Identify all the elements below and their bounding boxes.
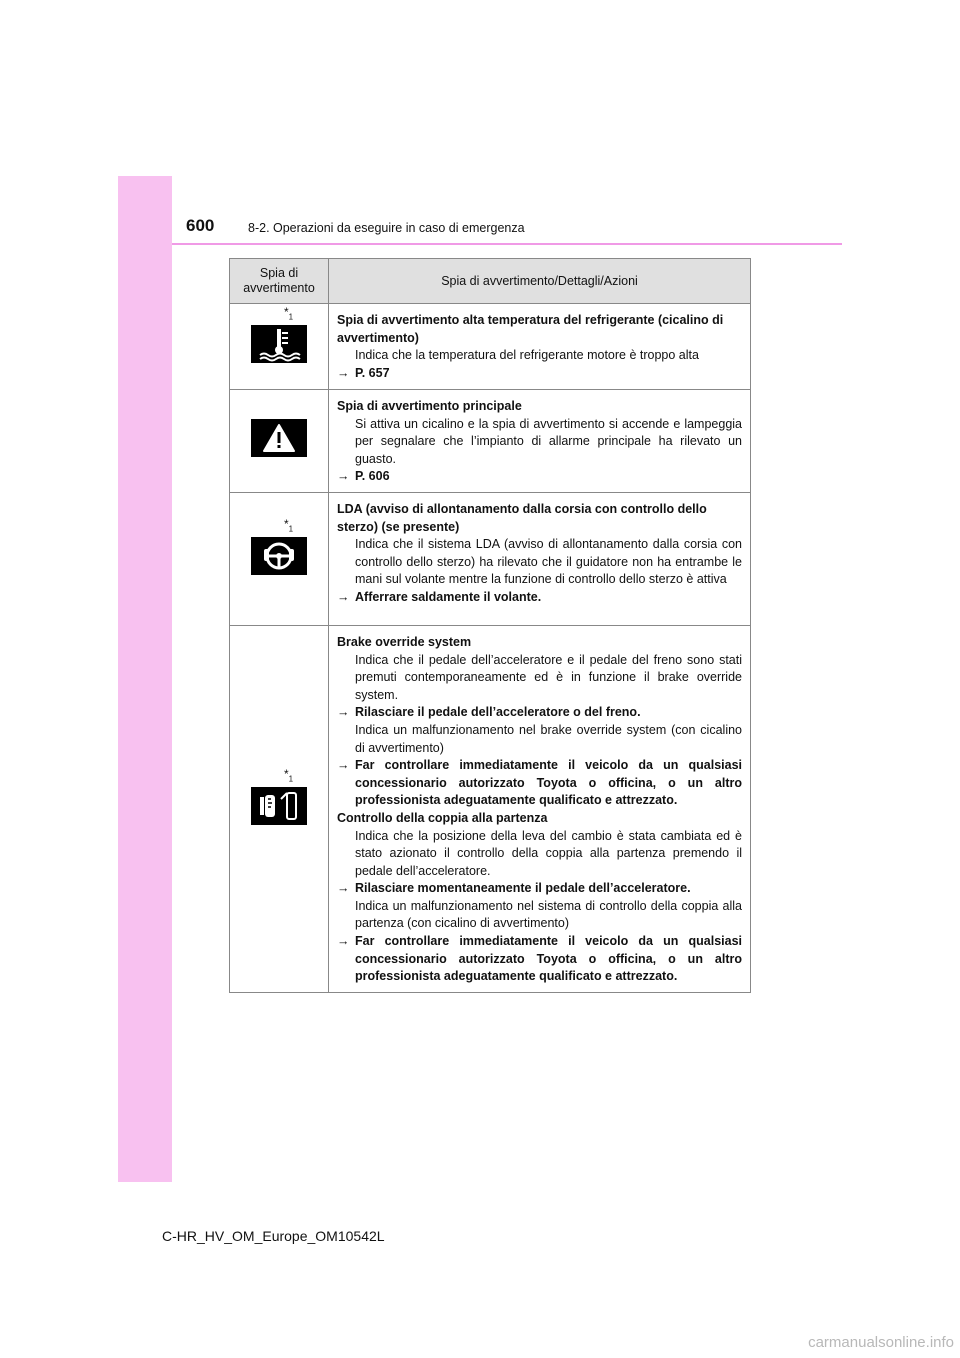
row-text: Indica che la posizione della leva del cambio è stata cambiata ed è stato azionato il controllo della coppia alla partenza premendo il pedale dell’acceleratore. — [355, 828, 742, 878]
icon-cell — [230, 625, 329, 992]
row-action: → P. 606 — [337, 468, 742, 486]
row-title: LDA (avviso di allontanamento dalla corsia con controllo dello sterzo) (se presente) — [337, 501, 707, 534]
row-action: → Afferrare saldamente il volante. — [337, 589, 742, 607]
footnote-marker: $*_1$ — [284, 767, 294, 784]
row-text: Indica che il sistema LDA (avviso di allontanamento dalla corsia con controllo dello sterzo) ha rilevato che il guidatore non ha entrambe le mani sul volante mentre la funzione di controllo dello sterzo è attiva — [355, 537, 742, 587]
icon-cell — [230, 492, 329, 625]
header-rule — [172, 243, 842, 245]
row-action: → P. 657 — [337, 365, 742, 383]
table-row — [230, 492, 751, 625]
table-row — [230, 304, 751, 390]
watermark: carmanualsonline.info — [808, 1334, 954, 1351]
chapter-title: 8-2. Operazioni da eseguire in caso di emergenza — [248, 221, 525, 235]
row-text: Indica un malfunzionamento nel brake override system (con cicalino di avvertimento) — [355, 722, 742, 755]
description-cell — [329, 625, 751, 992]
row-text: Si attiva un cicalino e la spia di avvertimento si accende e lampeggia per segnalare che l’impianto di allarme principale ha rilevato un guasto. — [355, 416, 742, 466]
row-text: Indica che la temperatura del refrigerante motore è troppo alta — [355, 348, 699, 363]
icon-cell — [230, 304, 329, 390]
arrow-icon: → — [337, 934, 350, 949]
row-action: → Rilasciare momentaneamente il pedale dell’acceleratore. — [337, 880, 742, 898]
icon-wrap — [249, 419, 309, 457]
brake-override-pedal-icon — [251, 787, 307, 825]
row-action: → Far controllare immediatamente il veicolo da un qualsiasi concessionario autorizzato Toyota o officina, o un altro professionista adeguatamente qualificato e attrezzato. — [337, 934, 742, 984]
document-code: C-HR_HV_OM_Europe_OM10542L — [162, 1228, 385, 1244]
icon-wrap — [249, 767, 309, 825]
icon-wrap — [249, 517, 309, 575]
arrow-icon: → — [337, 469, 350, 484]
warning-light-table — [229, 258, 751, 993]
description-cell — [329, 492, 751, 625]
row-subtitle: Controllo della coppia alla partenza — [337, 810, 548, 825]
row-text: Indica che il pedale dell’acceleratore e il pedale del freno sono stati premuti contemporaneamente ed è in funzione il brake override system. — [355, 652, 742, 702]
table-header-row — [230, 259, 751, 304]
arrow-icon: → — [337, 365, 350, 380]
page-number: 600 — [186, 216, 215, 235]
arrow-icon: → — [337, 758, 350, 773]
row-action: → Rilasciare il pedale dell’acceleratore o del freno. — [337, 704, 742, 722]
arrow-icon: → — [337, 589, 350, 604]
icon-wrap — [249, 305, 309, 363]
table-row — [230, 390, 751, 493]
coolant-temperature-icon — [251, 325, 307, 363]
description-cell — [329, 390, 751, 493]
footnote-marker: $*_1$ — [284, 305, 294, 322]
row-text: Indica un malfunzionamento nel sistema di controllo della coppia alla partenza (con cicalino di avvertimento) — [355, 898, 742, 931]
column-header-light: Spia di avvertimento — [230, 259, 329, 304]
row-title: Brake override system — [337, 634, 472, 649]
row-title: Spia di avvertimento alta temperatura del refrigerante (cicalino di avvertimento) — [337, 313, 724, 345]
master-warning-triangle-icon — [251, 419, 307, 457]
arrow-icon: → — [337, 705, 350, 720]
chapter-sidebar-tab — [118, 176, 172, 1182]
icon-cell — [230, 390, 329, 493]
description-cell — [329, 304, 751, 390]
arrow-icon: → — [337, 881, 350, 896]
table-row — [230, 625, 751, 992]
column-header-details: Spia di avvertimento/Dettagli/Azioni — [329, 259, 751, 304]
row-action: → Far controllare immediatamente il veicolo da un qualsiasi concessionario autorizzato Toyota o officina, o un altro professionista adeguatamente qualificato e attrezzato. — [337, 758, 742, 808]
lda-steering-wheel-hands-icon — [251, 537, 307, 575]
row-title: Spia di avvertimento principale — [337, 399, 522, 413]
footnote-marker: $*_1$ — [284, 517, 294, 534]
